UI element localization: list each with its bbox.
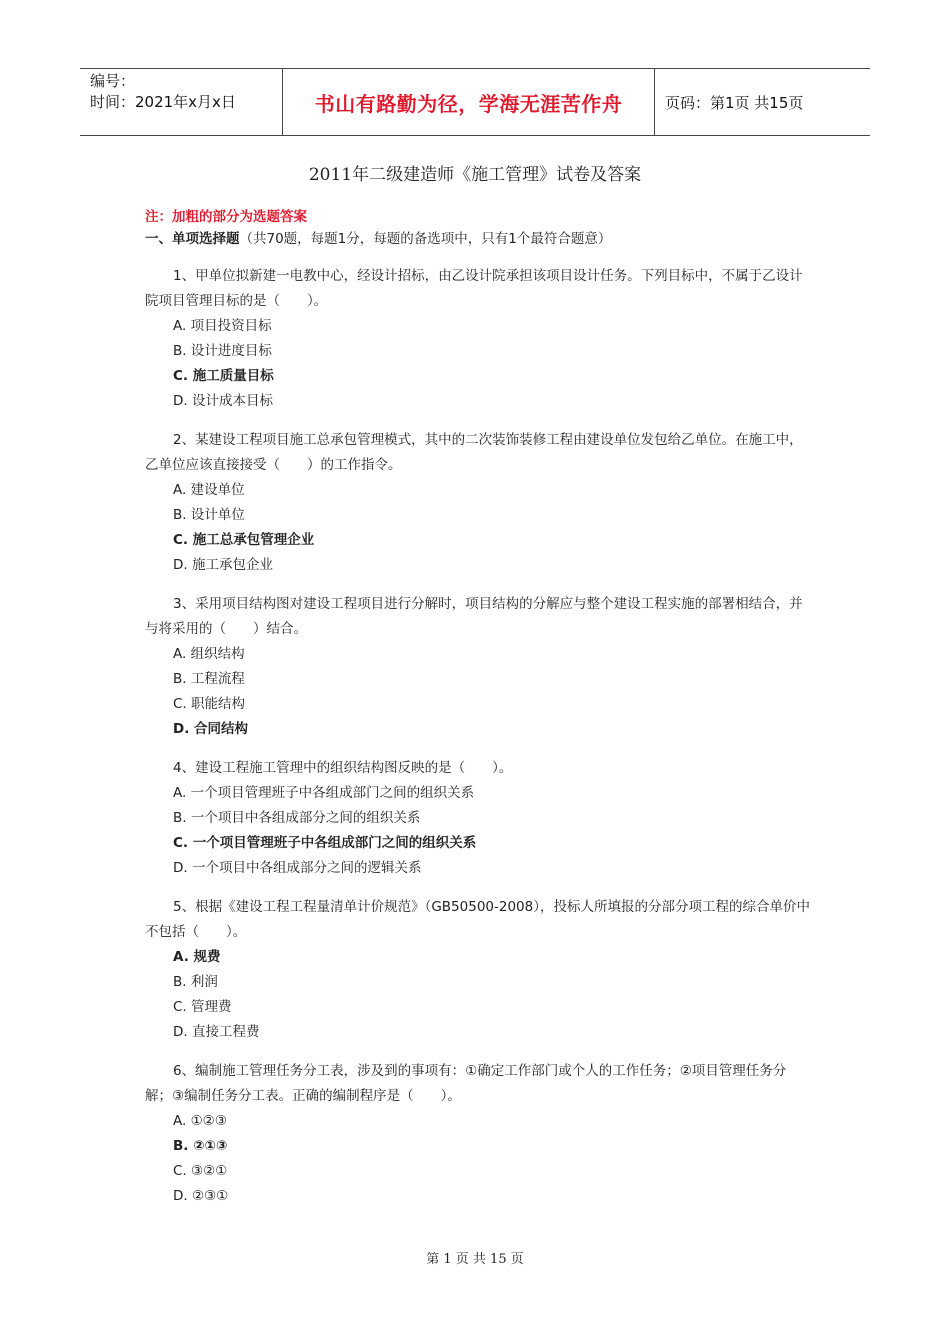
question-stem: 2、某建设工程项目施工总承包管理模式，其中的二次装饰装修工程由建设单位发包给乙单位。在施工中，乙单位应该直接接受（ ）的工作指令。: [145, 432, 803, 473]
question-item: [145, 1059, 810, 1209]
question-option: D. ②③①: [173, 1188, 229, 1204]
header-page-number: 页码：第1页 共15页: [665, 93, 804, 112]
question-item: [145, 592, 810, 742]
question-option: B. 设计单位: [173, 507, 245, 523]
question-option: D. 施工承包企业: [173, 557, 273, 573]
question-stem: 1、甲单位拟新建一电教中心，经设计招标，由乙设计院承担该项目设计任务。下列目标中，不属于乙设计院项目管理目标的是（ ）。: [145, 268, 803, 309]
answer-option: A. 规费: [173, 949, 221, 965]
question-item: [145, 428, 810, 578]
question-item: [145, 264, 810, 414]
page-header: [80, 68, 870, 136]
question-option: C. 职能结构: [173, 696, 246, 712]
section-heading: [145, 228, 810, 250]
question-option: B. 一个项目中各组成部分之间的组织关系: [173, 810, 421, 826]
question-option: C. ③②①: [173, 1163, 228, 1179]
question-option: A. 组织结构: [173, 646, 245, 662]
answer-option: B. ②①③: [173, 1138, 228, 1154]
question-item: [145, 895, 810, 1045]
question-item: [145, 756, 810, 881]
header-info: [80, 69, 282, 135]
question-stem: 3、采用项目结构图对建设工程项目进行分解时，项目结构的分解应与整个建设工程实施的部署相结合，并与将采用的（ ）结合。: [145, 596, 803, 637]
section-name: 一、单项选择题: [145, 231, 240, 247]
document-title: 2011年二级建造师《施工管理》试卷及答案: [308, 165, 642, 185]
question-option: D. 直接工程费: [173, 1024, 260, 1040]
page-footer: 第 1 页 共 15 页: [426, 1252, 524, 1267]
answer-note: 注：加粗的部分为选题答案: [145, 209, 307, 225]
question-option: A. 一个项目管理班子中各组成部门之间的组织关系: [173, 785, 475, 801]
question-option: D. 一个项目中各组成部分之间的逻辑关系: [173, 860, 422, 876]
document-number-label: 编号：: [90, 72, 136, 90]
answer-option: D. 合同结构: [173, 721, 249, 737]
question-option: A. 建设单位: [173, 482, 245, 498]
answer-option: C. 施工质量目标: [173, 368, 274, 384]
question-option: B. 设计进度目标: [173, 343, 272, 359]
question-option: B. 利润: [173, 974, 218, 990]
question-list: [145, 264, 810, 1209]
exam-content: [145, 206, 810, 1209]
question-option: B. 工程流程: [173, 671, 245, 687]
answer-option: C. 施工总承包管理企业: [173, 532, 315, 548]
answer-option: C. 一个项目管理班子中各组成部门之间的组织关系: [173, 835, 477, 851]
question-option: A. 项目投资目标: [173, 318, 272, 334]
question-option: C. 管理费: [173, 999, 232, 1015]
question-option: D. 设计成本目标: [173, 393, 273, 409]
document-date: 时间：2021年x月x日: [90, 93, 236, 111]
question-stem: 6、编制施工管理任务分工表，涉及到的事项有：①确定工作部门或个人的工作任务；②项目管理任务分解；③编制任务分工表。正确的编制程序是（ ）。: [145, 1063, 787, 1104]
question-stem: 5、根据《建设工程工程量清单计价规范》（GB50500-2008），投标人所填报的分部分项工程的综合单价中不包括（ ）。: [145, 899, 810, 940]
header-motto: 书山有路勤为径，学海无涯苦作舟: [282, 69, 655, 135]
section-description: （共70题，每题1分，每题的备选项中，只有1个最符合题意）: [239, 231, 612, 247]
question-option: A. ①②③: [173, 1113, 227, 1129]
question-stem: 4、建设工程施工管理中的组织结构图反映的是（ ）。: [173, 760, 513, 776]
